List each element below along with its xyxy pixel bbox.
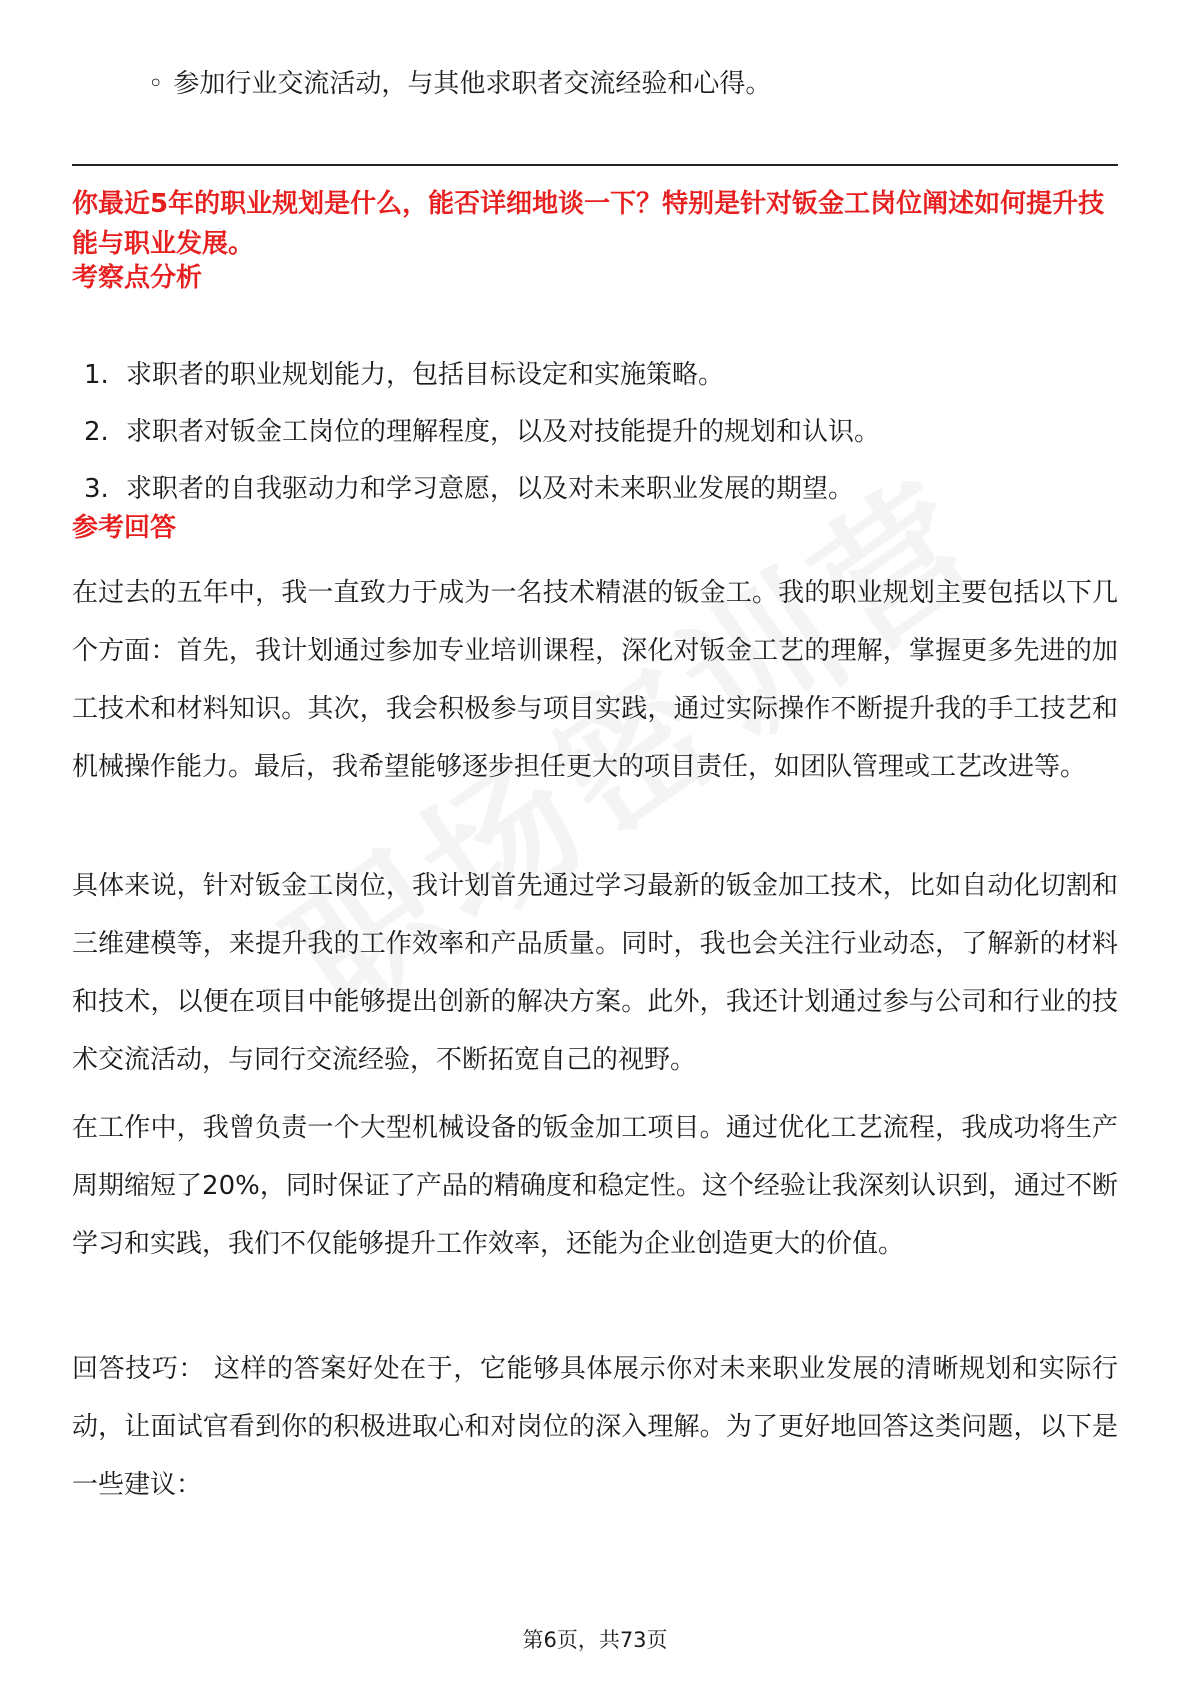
list-item-text: 求职者对钣金工岗位的理解程度，以及对技能提升的规划和认识。 [126, 417, 881, 447]
list-item-number: 3. [84, 474, 109, 504]
analysis-points-list [84, 355, 1114, 526]
answer-paragraph: 在工作中，我曾负责一个大型机械设备的钣金加工项目。通过优化工艺流程，我成功将生产周期缩短了20%，同时保证了产品的精确度和稳定性。这个经验让我深刻认识到，通过不断学习和实践，我们不仅能够提升工作效率，还能为企业创造更大的价值。 [72, 1113, 1118, 1259]
answer-tips-paragraph: 回答技巧： 这样的答案好处在于，它能够具体展示你对未来职业发展的清晰规划和实际行动，让面试官看到你的积极进取心和对岗位的深入理解。为了更好地回答这类问题，以下是一些建议： [72, 1354, 1118, 1500]
answer-paragraph: 在过去的五年中，我一直致力于成为一名技术精湛的钣金工。我的职业规划主要包括以下几个方面：首先，我计划通过参加专业培训课程，深化对钣金工艺的理解，掌握更多先进的加工技术和材料知识。其次，我会积极参与项目实践，通过实际操作不断提升我的手工技艺和机械操作能力。最后，我希望能够逐步担任更大的项目责任，如团队管理或工艺改进等。 [72, 578, 1118, 782]
list-item [84, 412, 1114, 452]
list-item-number: 1. [84, 360, 109, 390]
bullet-text: 参加行业交流活动，与其他求职者交流经验和心得。 [173, 69, 772, 99]
bullet-marker: ◦ [148, 69, 164, 99]
list-item-text: 求职者的自我驱动力和学习意愿，以及对未来职业发展的期望。 [126, 474, 855, 504]
answer-paragraph: 具体来说，针对钣金工岗位，我计划首先通过学习最新的钣金加工技术，比如自动化切割和三维建模等，来提升我的工作效率和产品质量。同时，我也会关注行业动态，了解新的材料和技术，以便在项目中能够提出创新的解决方案。此外，我还计划通过参与公司和行业的技术交流活动，与同行交流经验，不断拓宽自己的视野。 [72, 871, 1118, 1075]
list-item-text: 求职者的职业规划能力，包括目标设定和实施策略。 [126, 360, 725, 390]
top-bullet-item [148, 64, 771, 104]
section-divider [72, 164, 1118, 166]
list-item [84, 355, 1114, 395]
question-heading: 你最近5年的职业规划是什么，能否详细地谈一下？特别是针对钣金工岗位阐述如何提升技能与职业发展。 [72, 189, 1105, 259]
answer-title: 参考回答 [72, 513, 177, 543]
list-item [84, 469, 1114, 509]
page-number-footer: 第6页，共73页 [522, 1628, 668, 1652]
list-item-number: 2. [84, 417, 109, 447]
analysis-title: 考察点分析 [72, 263, 203, 293]
